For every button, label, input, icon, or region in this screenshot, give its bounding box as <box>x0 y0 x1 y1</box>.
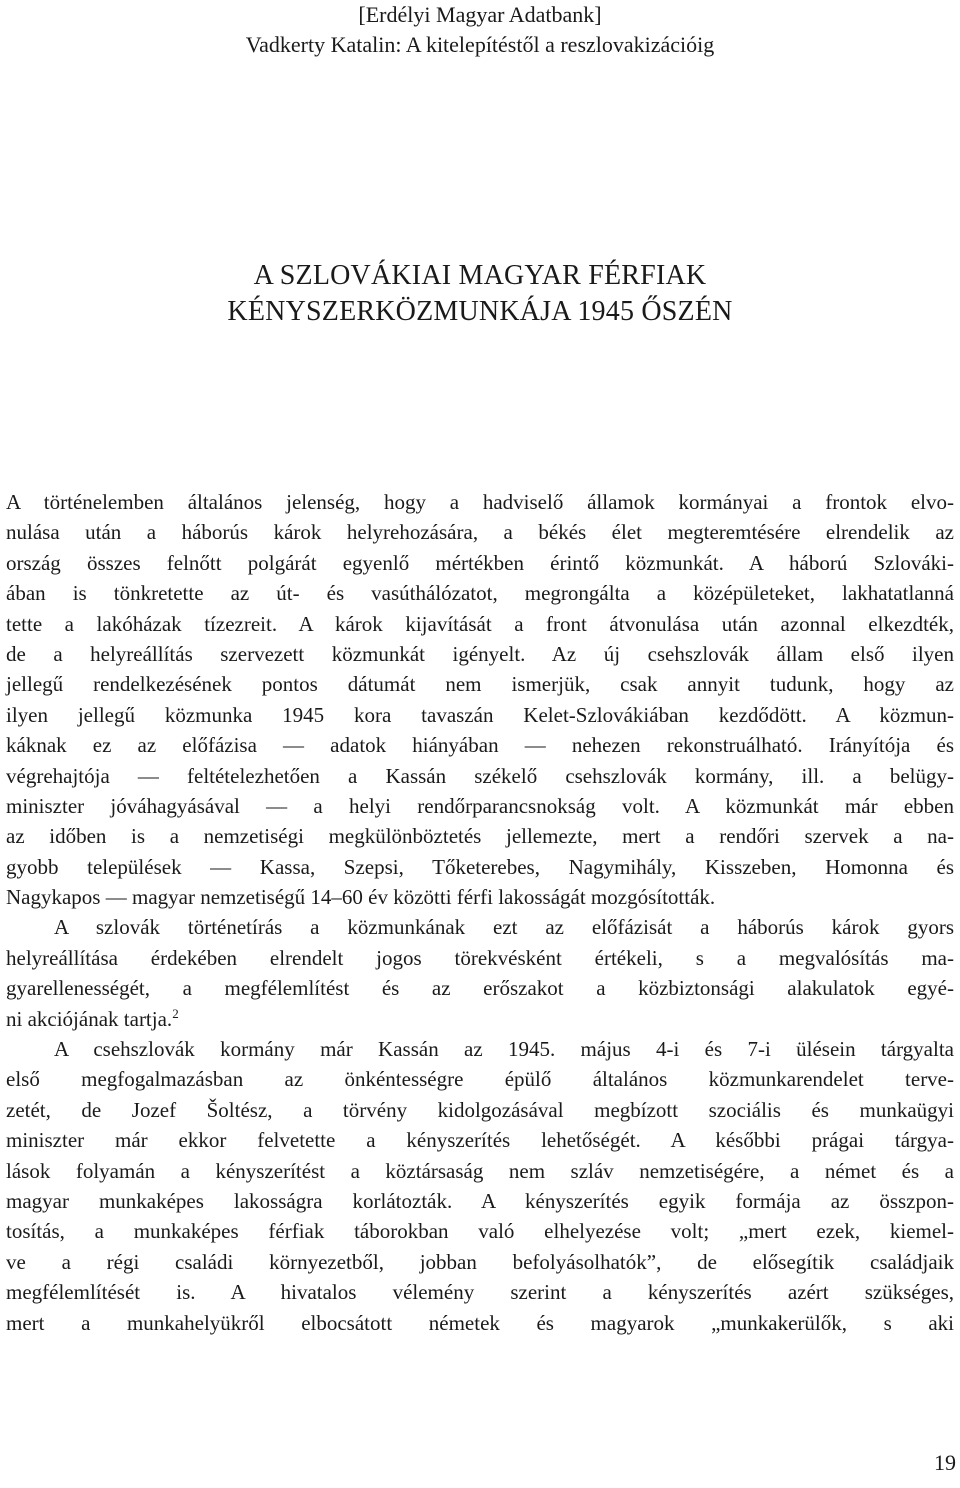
body-text <box>6 487 954 1338</box>
text-line: gyarellenességét, a megfélemlítést és az erőszakot a közbiztonsági alakulatok egyé- <box>6 976 954 1001</box>
text-line: A szlovák történetírás a közmunkának ezt az előfázisát a háborús károk gyors <box>54 915 954 940</box>
text-line: gyobb települések — Kassa, Szepsi, Tőketerebes, Nagymihály, Kisszeben, Homonna és <box>6 854 954 879</box>
text-line: helyreállítása érdekében elrendelt jogos törekvésként értékeli, s a megvalósítás ma- <box>6 945 954 970</box>
text-line: ni akciójának tartja. <box>6 1006 173 1031</box>
text-line: miniszter jóváhagyásával — a helyi rendőrparancsnokság volt. A közmunkát már ebben <box>6 793 954 818</box>
chapter-title-line-1: A SZLOVÁKIAI MAGYAR FÉRFIAK <box>253 260 707 291</box>
text-line: mert a munkahelyükről elbocsátott németek és magyarok „munkakerülők, s aki <box>6 1310 954 1335</box>
text-line: miniszter már ekkor felvetette a kényszerítés lehetőségét. A későbbi prágai tárgya- <box>6 1128 954 1153</box>
document-header <box>0 0 960 60</box>
text-line: az időben is a nemzetiségi megkülönböztetés jellemezte, mert a rendőri szervek a na- <box>6 824 954 849</box>
text-line: első megfogalmazásban az önkéntességre épülő általános közmunkarendelet terve- <box>6 1067 954 1092</box>
page-number: 19 <box>934 1450 956 1475</box>
text-line: A csehszlovák kormány már Kassán az 1945. május 4-i és 7-i ülésein tárgyalta <box>54 1037 954 1062</box>
header-book-title: Vadkerty Katalin: A kitelepítéstől a reszlovakizációig <box>245 32 715 57</box>
text-line-with-footnote <box>6 1004 954 1034</box>
text-line: Nagykapos — magyar nemzetiségű 14–60 év közötti férfi lakosságát mozgósították. <box>6 885 716 910</box>
text-line: káknak ez az előfázisa — adatok hiányában — nehezen rekonstruálható. Irányítója és <box>6 733 954 758</box>
text-line: zetét, de Jozef Šoltész, a törvény kidolgozásával megbízott szociális és munkaügyi <box>6 1097 954 1122</box>
text-line: tosítás, a munkaképes férfiak táborokban való elhelyezése volt; „mert ezek, kiemel- <box>6 1219 954 1244</box>
text-line: ország összes felnőtt polgárát egyenlő mértékben érintő közmunkát. A háború Szlováki- <box>6 550 954 575</box>
text-line: A történelemben általános jelenség, hogy a hadviselő államok kormányai a frontok elvo- <box>6 490 954 514</box>
chapter-title <box>0 258 960 330</box>
text-line: ilyen jellegű közmunka 1945 kora tavaszán Kelet-Szlovákiában kezdődött. A közmun- <box>6 702 954 727</box>
text-line: de a helyreállítás szervezett közmunkát igényelt. Az új csehszlovák állam első ilyen <box>6 641 954 666</box>
text-line: tette a lakóházak tízezreit. A károk kijavítását a front átvonulása után azonnal elkezdték, <box>6 611 954 636</box>
text-line: nulása után a háborús károk helyrehozására, a békés élet megteremtésére elrendelik az <box>6 520 954 545</box>
text-line: lások folyamán a kényszerítést a köztársaság nem szláv nemzetiségére, a német és a <box>6 1158 954 1183</box>
text-line: magyar munkaképes lakosságra korlátozták. A kényszerítés egyik formája az összpon- <box>6 1188 954 1213</box>
footnote-reference[interactable]: 2 <box>172 1005 179 1021</box>
text-line: ában is tönkretette az út- és vasúthálózatot, megrongálta a középületeket, lakhatatlanná <box>6 581 954 606</box>
header-source: [Erdélyi Magyar Adatbank] <box>358 2 602 27</box>
text-line: jellegű rendelkezésének pontos dátumát nem ismerjük, csak annyit tudunk, hogy az <box>6 672 954 697</box>
text-line: végrehajtója — feltételezhetően a Kassán székelő csehszlovák kormány, ill. a belügy- <box>6 763 954 788</box>
chapter-title-line-2: KÉNYSZERKÖZMUNKÁJA 1945 ŐSZÉN <box>227 296 733 327</box>
text-line: ve a régi családi környezetből, jobban befolyásolhatók”, de elősegítik családjaik <box>6 1249 954 1274</box>
text-line: megfélemlítését is. A hivatalos vélemény szerint a kényszerítés azért szükséges, <box>6 1280 954 1305</box>
